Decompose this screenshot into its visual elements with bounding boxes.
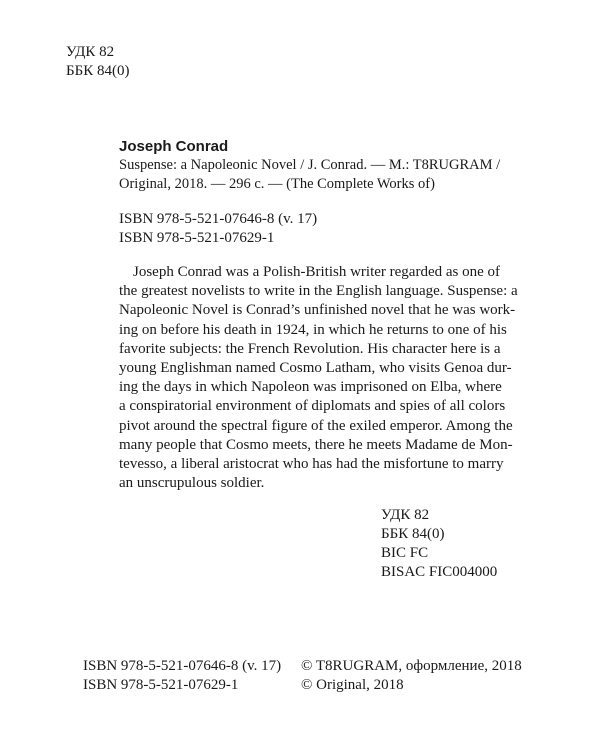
abstract-line: an unscrupulous soldier.: [119, 475, 265, 492]
copyright-publisher: © T8RUGRAM, оформление, 2018: [301, 658, 522, 674]
abstract-line: Napoleonic Novel is Conrad’s unfinished novel that he was work-: [119, 302, 516, 319]
copyright-block: [301, 657, 522, 695]
udc-code: УДК 82: [381, 507, 430, 523]
isbn-set: ISBN 978-5-521-07629-1: [83, 677, 239, 693]
copyright-original: © Original, 2018: [301, 677, 404, 693]
abstract-line: young Englishman named Cosmo Latham, who visits Genoa dur-: [119, 360, 512, 377]
top-classification-codes: [66, 43, 129, 81]
bbk-code: ББК 84(0): [381, 526, 445, 542]
abstract-line: Joseph Conrad was a Polish-British writer regarded as one of: [133, 264, 501, 280]
abstract-line: ing on before his death in 1924, in which he returns to one of his: [119, 321, 507, 338]
bic-code: BIC FC: [381, 545, 429, 561]
isbn-block: [119, 210, 317, 248]
bibliographic-description: [119, 156, 500, 194]
bibliographic-record: [119, 137, 500, 194]
abstract-line: ing the days in which Napoleon was imprisoned on Elba, where: [119, 379, 502, 396]
isbn-volume: ISBN 978-5-521-07646-8 (v. 17): [83, 658, 282, 674]
description-line: Suspense: a Napoleonic Novel / J. Conrad. — M.: T8RUGRAM /: [119, 157, 501, 173]
udc-code: УДК 82: [66, 44, 115, 60]
abstract-paragraph: [119, 263, 518, 493]
abstract-line: favorite subjects: the French Revolution. His character here is a: [119, 340, 501, 357]
abstract-line: the greatest novelists to write in the English language. Suspense: a: [119, 283, 518, 300]
bbk-code: ББК 84(0): [66, 63, 130, 79]
abstract-line: pivot around the spectral figure of the exiled emperor. Among the: [119, 417, 513, 434]
isbn-set: ISBN 978-5-521-07629-1: [119, 230, 275, 246]
abstract-line: many people that Cosmo meets, there he meets Madame de Mon-: [119, 436, 513, 453]
classification-codes: [381, 506, 497, 582]
bottom-isbn-block: [83, 657, 281, 695]
abstract-line: tevesso, a liberal aristocrat who has had the misfortune to marry: [119, 456, 504, 473]
author-name: Joseph Conrad: [119, 138, 229, 155]
bisac-code: BISAC FIC004000: [381, 564, 498, 580]
isbn-volume: ISBN 978-5-521-07646-8 (v. 17): [119, 211, 318, 227]
description-line: Original, 2018. — 296 с. — (The Complete Works of): [119, 176, 435, 192]
abstract-line: a conspiratorial environment of diplomats and spies of all colors: [119, 398, 506, 415]
